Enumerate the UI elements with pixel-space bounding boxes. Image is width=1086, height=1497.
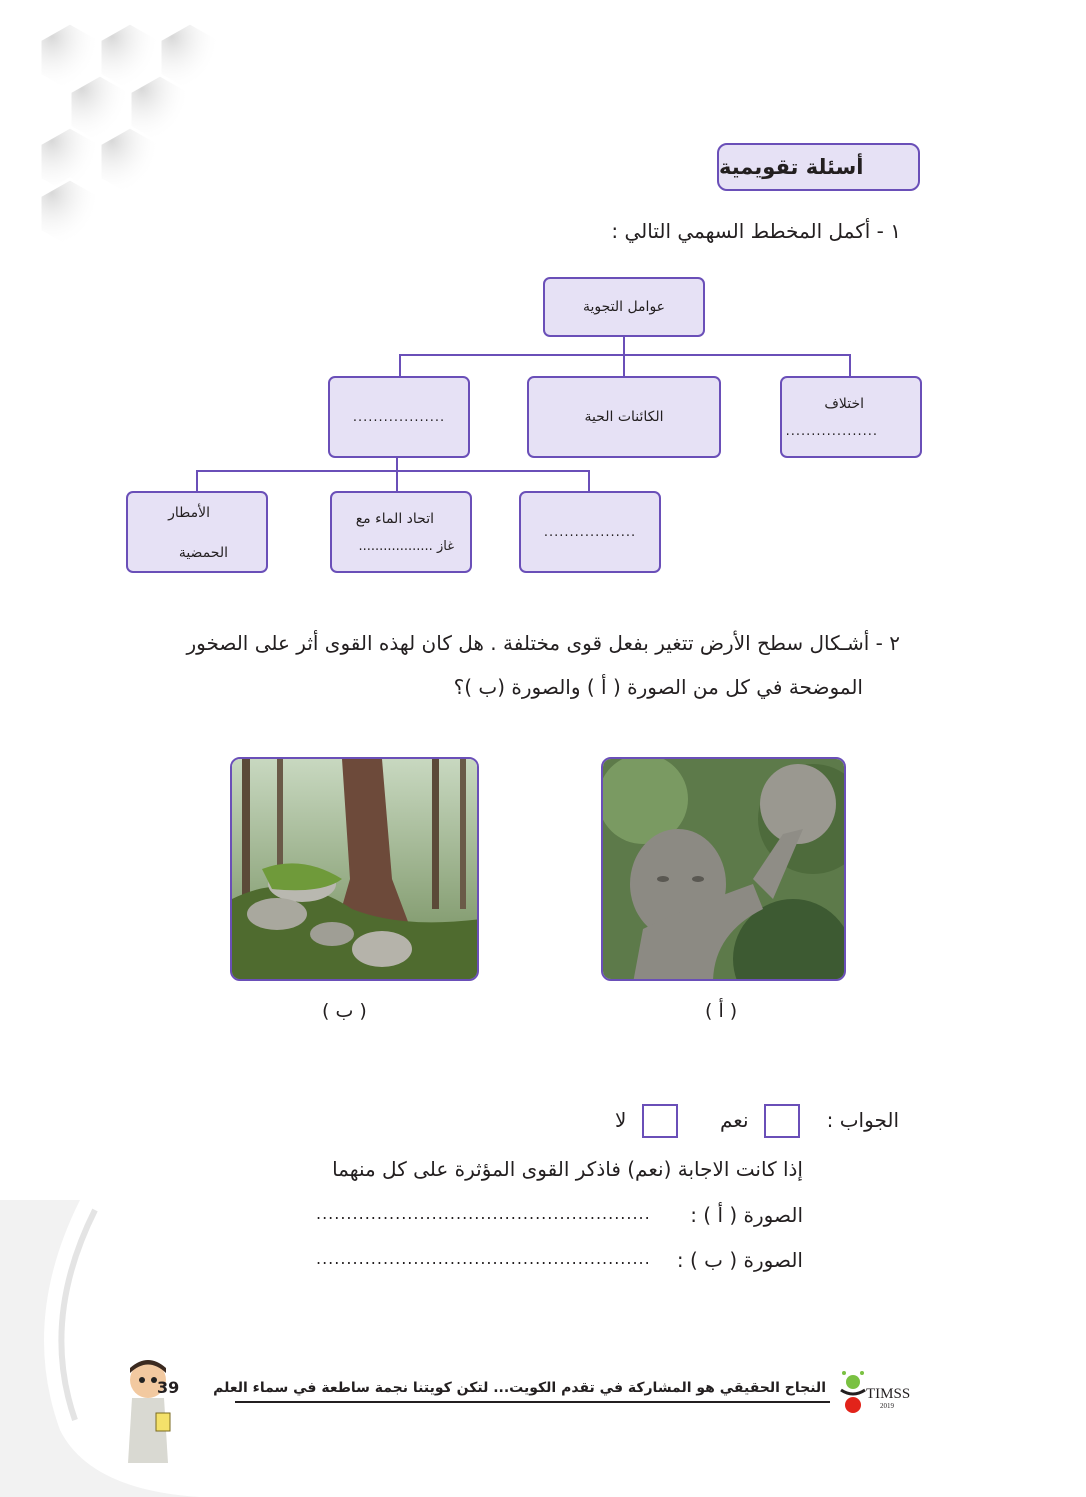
timss-year: 2019: [880, 1402, 894, 1410]
no-label: لا: [615, 1108, 627, 1132]
node-label: اتحاد الماء مع: [355, 511, 434, 527]
fill-in-blank: ..................: [785, 424, 878, 439]
hexagon-pattern-decoration: [0, 0, 260, 260]
page-number: 39: [157, 1378, 180, 1397]
footer-rule: [235, 1401, 830, 1403]
fill-in-blank: غاز ..................: [358, 539, 454, 554]
section-title-box: [717, 143, 920, 191]
forest-rock-image: [232, 759, 479, 981]
image-a-answer-label: الصورة ( أ ) :: [690, 1203, 803, 1227]
yes-checkbox[interactable]: [764, 1104, 800, 1138]
connector-line: [588, 470, 590, 491]
diagram-node-acid-rain: [126, 491, 268, 573]
fill-in-blank: ..................: [352, 409, 446, 425]
photo-b-tree-roots-rocks: [230, 757, 479, 981]
section-title: أسئلة تقويمية: [719, 155, 864, 179]
yes-label: نعم: [720, 1108, 749, 1132]
footer-slogan: النجاح الحقيقي هو المشاركة في تقدم الكويت... لتكن كويتنا نجمة ساطعة في سماء العلم: [213, 1380, 826, 1396]
image-a-answer-field[interactable]: .......................................................: [316, 1204, 651, 1223]
node-label: الكائنات الحية: [584, 409, 664, 425]
connector-line: [399, 354, 851, 356]
answer-label: الجواب :: [826, 1108, 899, 1132]
connector-line: [396, 470, 398, 491]
photo-a-eroded-statue: [601, 757, 846, 981]
node-label: اختلاف: [824, 396, 864, 412]
caption-image-b: ( ب ): [322, 1000, 367, 1022]
mascot-character-icon: [120, 1358, 180, 1468]
caption-image-a: ( أ ): [705, 1000, 738, 1022]
fill-in-blank: ..................: [543, 524, 637, 540]
diagram-root-label: عوامل التجوية: [582, 299, 666, 315]
diagram-node-blank: [519, 491, 661, 573]
timss-text: TIMSS: [866, 1386, 911, 1402]
question-1-text: ١ - أكمل المخطط السهمي التالي :: [611, 219, 901, 243]
question-2-line2: الموضحة في كل من الصورة ( أ ) والصورة (ب )؟: [453, 675, 863, 699]
image-b-answer-field[interactable]: .......................................................: [316, 1249, 651, 1268]
diagram-node-water-gas: [330, 491, 472, 573]
timss-figure-icon: [838, 1368, 868, 1416]
timss-logo: [838, 1368, 918, 1418]
statue-image: [603, 759, 846, 981]
connector-line: [623, 337, 625, 355]
diagram-node-blank: [328, 376, 470, 458]
connector-line: [196, 470, 590, 472]
connector-line: [196, 470, 198, 491]
diagram-node-living-organisms: [527, 376, 721, 458]
answer-instruction: إذا كانت الاجابة (نعم) فاذكر القوى المؤثرة على كل منهما: [332, 1157, 803, 1181]
connector-line: [623, 354, 625, 376]
question-2-line1: ٢ - أشـكال سطح الأرض تتغير بفعل قوى مختلفة . هل كان لهذه القوى أثر على الصخور: [186, 631, 900, 655]
image-b-answer-label: الصورة ( ب ) :: [676, 1248, 803, 1272]
connector-line: [849, 354, 851, 376]
node-label: الأمطار: [168, 505, 210, 521]
connector-line: [399, 354, 401, 376]
diagram-root-node: [543, 277, 705, 337]
no-checkbox[interactable]: [642, 1104, 678, 1138]
node-label: الحمضية: [178, 545, 228, 561]
diagram-node-difference: [780, 376, 922, 458]
